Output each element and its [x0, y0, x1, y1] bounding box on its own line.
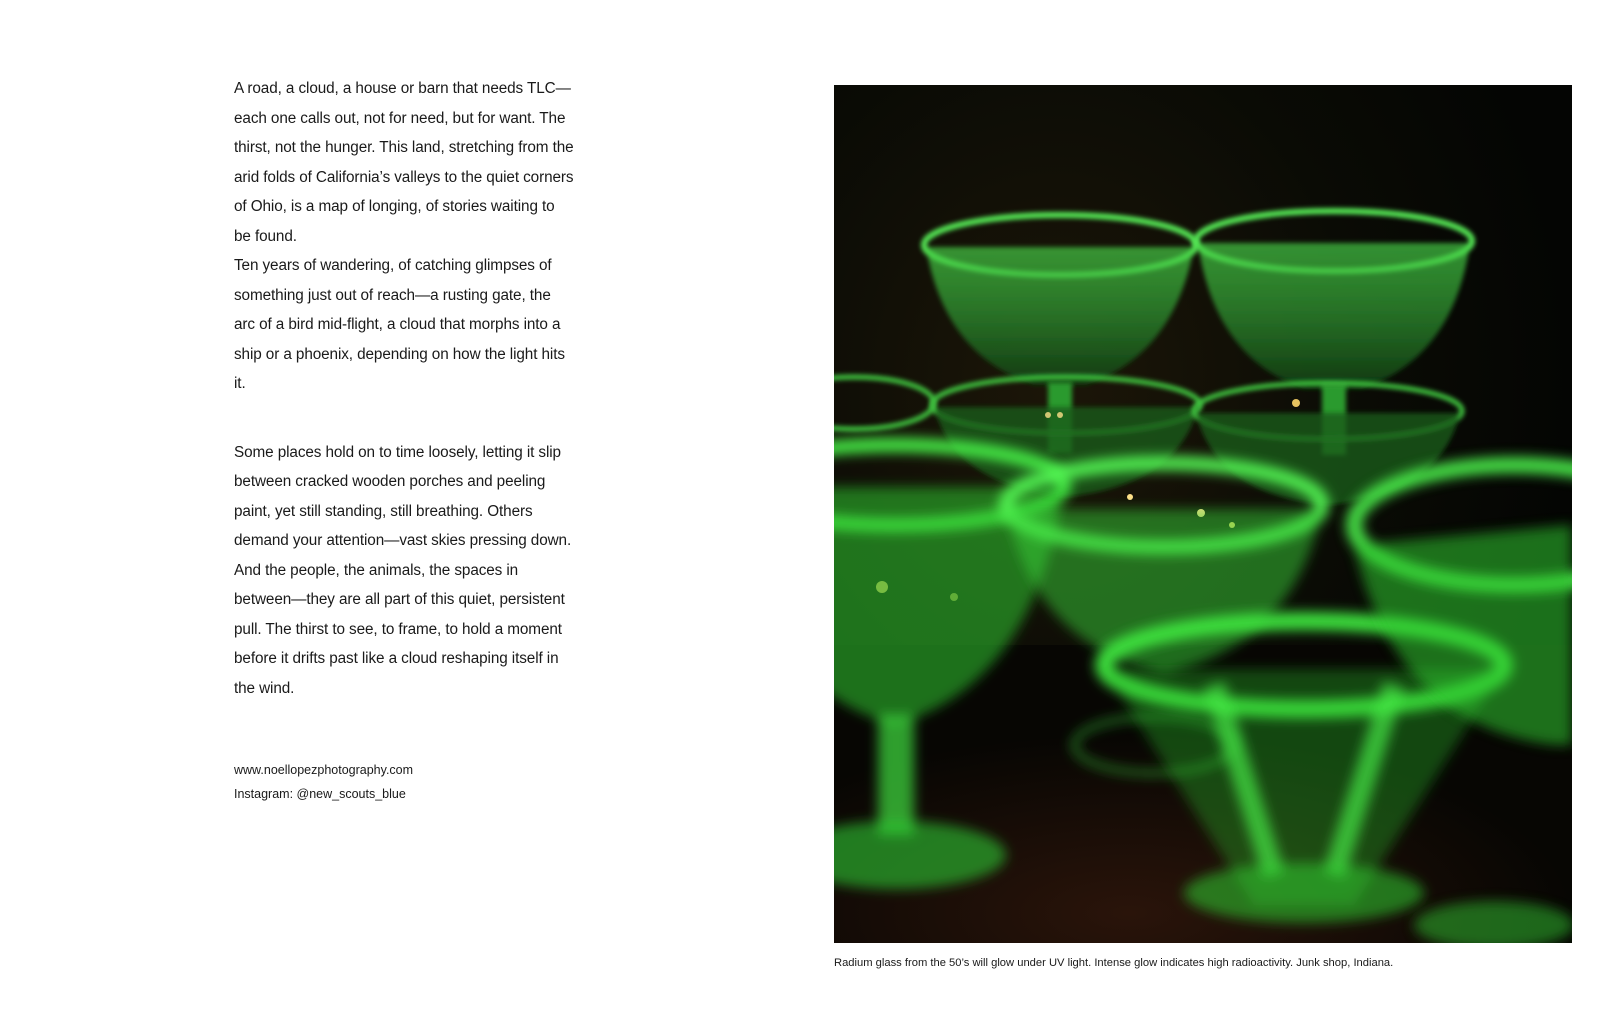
- instagram-handle: Instagram: @new_scouts_blue: [234, 787, 406, 801]
- article-body: [234, 74, 574, 703]
- article-paragraph-3: Some places hold on to time loosely, letting it slip between cracked wooden porches and peeling paint, yet still standing, still breathing. Others demand your attention—vast skies pressing down. And the people, the animals, the spaces in between—they are all part of this quiet, persistent pull. The thirst to see, to frame, to hold a moment before it drifts past like a cloud reshaping itself in the wind.: [234, 443, 572, 697]
- uranium-glass-photo: [834, 85, 1572, 943]
- contact-block: [234, 758, 413, 806]
- website-link[interactable]: www.noellopezphotography.com: [234, 763, 414, 777]
- photo-caption: Radium glass from the 50’s will glow under UV light. Intense glow indicates high radioactivity. Junk shop, Indiana.: [834, 957, 1394, 969]
- photo-illustration: [834, 85, 1572, 943]
- article-paragraph-1: A road, a cloud, a house or barn that needs TLC—each one calls out, not for need, but for want. The thirst, not the hunger. This land, stretching from the arid folds of California’s valleys to the quiet corners of Ohio, is a map of longing, of stories waiting to be found.: [234, 80, 574, 245]
- article-paragraph-2: Ten years of wandering, of catching glimpses of something just out of reach—a rusting gate, the arc of a bird mid-flight, a cloud that morphs into a ship or a phoenix, depending on how the light hits it.: [234, 257, 565, 392]
